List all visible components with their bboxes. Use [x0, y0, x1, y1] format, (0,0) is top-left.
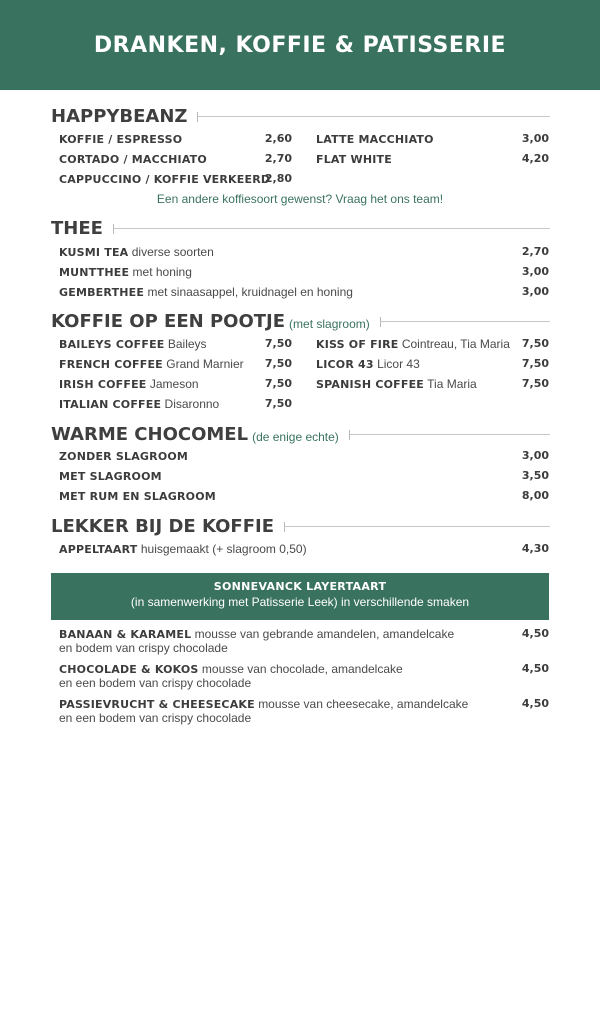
section-happybeanz-header	[51, 106, 550, 128]
item-description: diverse soorten	[131, 245, 214, 259]
item-name: MET RUM EN SLAGROOM	[59, 490, 216, 503]
item-name: KOFFIE / ESPRESSO	[59, 133, 183, 146]
item-name: BAILEYS COFFEE	[59, 338, 165, 351]
item-price: 3,00	[521, 449, 549, 462]
divider	[284, 522, 550, 532]
item-name: IRISH COFFEE	[59, 378, 147, 391]
item-name: ITALIAN COFFEE	[59, 398, 162, 411]
item-description: Cointreau, Tia Maria	[401, 337, 510, 351]
item-name: APPELTAART	[59, 543, 138, 556]
item-name: LICOR 43	[316, 358, 374, 371]
item-description: Grand Marnier	[166, 357, 244, 371]
item-description: Disaronno	[164, 397, 220, 411]
menu-item	[316, 131, 434, 148]
coffee-note: Een andere koffiesoort gewenst? Vraag het ons team!	[156, 192, 444, 206]
menu-item	[59, 131, 182, 148]
item-description: met sinaasappel, kruidnagel en honing	[144, 285, 353, 299]
menu-item	[316, 336, 510, 353]
item-price: 2,70	[521, 245, 549, 258]
item-price: 4,30	[521, 542, 549, 555]
item-price: 4,20	[521, 152, 549, 165]
item-price: 4,50	[521, 697, 549, 710]
section-title: WARME CHOCOMEL	[51, 424, 249, 445]
item-description: mousse van gebrande amandelen, amandelcake	[194, 627, 455, 641]
menu-item	[59, 448, 188, 465]
item-name: GEMBERTHEE	[59, 286, 145, 299]
menu-item	[59, 488, 216, 505]
section-title: HAPPYBEANZ	[51, 106, 188, 127]
section-subtitle: (met slagroom)	[289, 317, 370, 331]
item-price: 3,00	[521, 265, 549, 278]
item-name: FRENCH COFFEE	[59, 358, 163, 371]
section-title: THEE	[51, 218, 103, 239]
item-price: 7,50	[264, 337, 292, 350]
item-price: 2,60	[264, 132, 292, 145]
menu-item	[316, 356, 420, 373]
menu-item	[316, 151, 392, 168]
menu-item	[316, 376, 477, 393]
divider	[113, 224, 550, 234]
item-name: MUNTTHEE	[59, 266, 130, 279]
item-price: 7,50	[264, 357, 292, 370]
menu-item	[59, 376, 199, 393]
item-description-line2: en een bodem van crispy chocolade	[59, 676, 252, 690]
item-description: huisgemaakt (+ slagroom 0,50)	[140, 542, 307, 556]
item-price: 7,50	[264, 397, 292, 410]
section-title: LEKKER BIJ DE KOFFIE	[51, 516, 274, 537]
item-description: mousse van cheesecake, amandelcake	[258, 697, 469, 711]
item-name: FLAT WHITE	[316, 153, 392, 166]
item-description: Baileys	[167, 337, 207, 351]
item-price: 7,50	[521, 357, 549, 370]
menu-item	[59, 336, 207, 353]
menu-item	[59, 356, 244, 373]
item-price: 3,00	[521, 132, 549, 145]
section-title: KOFFIE OP EEN POOTJE	[51, 311, 286, 332]
page-header	[0, 0, 600, 90]
item-price: 3,50	[521, 469, 549, 482]
section-chocomel-header	[51, 424, 550, 446]
banner-subtitle: (in samenwerking met Patisserie Leek) in verschillende smaken	[130, 595, 470, 609]
item-description: Licor 43	[377, 357, 420, 371]
item-name: KUSMI TEA	[59, 246, 129, 259]
menu-item	[59, 244, 214, 261]
item-name: CAPPUCCINO / KOFFIE VERKEERD	[59, 173, 271, 186]
item-price: 2,80	[264, 172, 292, 185]
section-subtitle: (de enige echte)	[252, 430, 339, 444]
divider	[197, 112, 550, 122]
menu-item	[59, 541, 307, 558]
item-price: 7,50	[521, 377, 549, 390]
divider	[349, 430, 550, 440]
item-name: BANAAN & KARAMEL	[59, 628, 192, 641]
section-pootje-header	[51, 311, 550, 333]
item-price: 7,50	[521, 337, 549, 350]
menu-item	[59, 151, 207, 168]
item-name: SPANISH COFFEE	[316, 378, 425, 391]
menu-item	[59, 171, 270, 188]
item-description: Tia Maria	[427, 377, 477, 391]
item-name: CORTADO / MACCHIATO	[59, 153, 207, 166]
item-name: KISS OF FIRE	[316, 338, 399, 351]
item-name: MET SLAGROOM	[59, 470, 162, 483]
section-thee-header	[51, 218, 550, 240]
item-name: LATTE MACCHIATO	[316, 133, 434, 146]
page-title: DRANKEN, KOFFIE & PATISSERIE	[93, 32, 507, 58]
menu-item	[59, 468, 162, 485]
menu-item	[59, 264, 192, 281]
item-description: met honing	[132, 265, 192, 279]
item-description-line2: en een bodem van crispy chocolade	[59, 711, 252, 725]
item-name: ZONDER SLAGROOM	[59, 450, 189, 463]
menu-item	[59, 396, 219, 413]
item-name: PASSIEVRUCHT & CHEESECAKE	[59, 698, 255, 711]
item-description: Jameson	[149, 377, 199, 391]
item-price: 4,50	[521, 662, 549, 675]
item-price: 2,70	[264, 152, 292, 165]
item-name: CHOCOLADE & KOKOS	[59, 663, 199, 676]
banner-title: SONNEVANCK LAYERTAART	[213, 580, 387, 593]
item-price: 7,50	[264, 377, 292, 390]
item-price: 8,00	[521, 489, 549, 502]
menu-item	[59, 284, 353, 301]
divider	[380, 317, 550, 327]
layertaart-banner	[51, 573, 549, 620]
section-lekker-header	[51, 516, 550, 538]
item-description: mousse van chocolade, amandelcake	[201, 662, 403, 676]
item-price: 3,00	[521, 285, 549, 298]
item-price: 4,50	[521, 627, 549, 640]
item-description-line2: en bodem van crispy chocolade	[59, 641, 228, 655]
